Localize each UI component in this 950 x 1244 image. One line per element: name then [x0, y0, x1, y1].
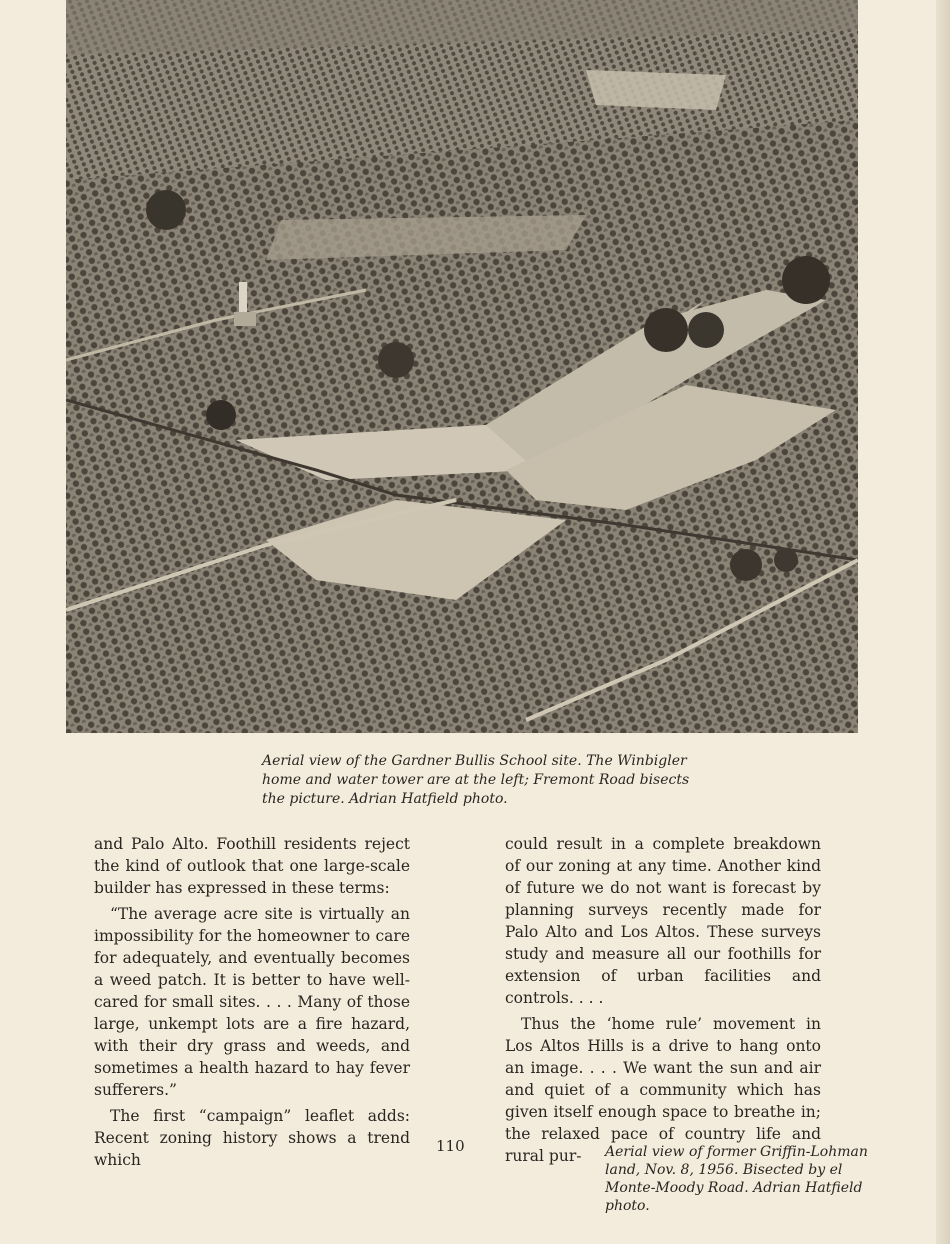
right-column — [505, 833, 821, 1167]
aerial-orchard-photo-icon — [66, 0, 858, 733]
left-paragraph-2: “The average acre site is virtually an impossibility for the homeowner to care for adequately, and eventually becomes a weed patch. It is better to have well-cared for small sites. . . . Many of those large, unkempt lots are a fire hazard, with their dry grass and weeds, and sometimes a health hazard to hay fever sufferers.” — [94, 905, 410, 1099]
page-edge — [936, 0, 950, 1244]
left-paragraph-1: and Palo Alto. Foothill residents reject the kind of outlook that one large-scale builder has expressed in these terms: — [94, 835, 410, 897]
top-photo-caption: Aerial view of the Gardner Bullis School site. The Winbigler home and water tower are at the left; Fremont Road bisects the picture. Adrian Hatfield photo. — [262, 753, 690, 807]
right-paragraph-1: could result in a complete breakdown of our zoning at any time. Another kind of future we do not want is forecast by planning surveys recently made for Palo Alto and Los Altos. These surveys study and measure all our foothills for extension of urban facilities and controls. . . . — [505, 835, 821, 1007]
page-number: 110 — [436, 1137, 465, 1155]
aerial-photo — [66, 0, 858, 733]
right-paragraph-2: Thus the ‘home rule’ movement in Los Altos Hills is a drive to hang onto an image. . . . We want the sun and air and quiet of a community which has given itself enough space to breathe in; the relaxed pace of country life and rural pur- — [505, 1015, 821, 1165]
bottom-photo-caption: Aerial view of former Griffin-Lohman land, Nov. 8, 1956. Bisected by el Monte-Moody Road. Adrian Hatfield photo. — [605, 1144, 868, 1214]
left-paragraph-3: The first “campaign” leaflet adds: Recent zoning history shows a trend which — [94, 1107, 410, 1169]
left-column — [94, 833, 410, 1171]
